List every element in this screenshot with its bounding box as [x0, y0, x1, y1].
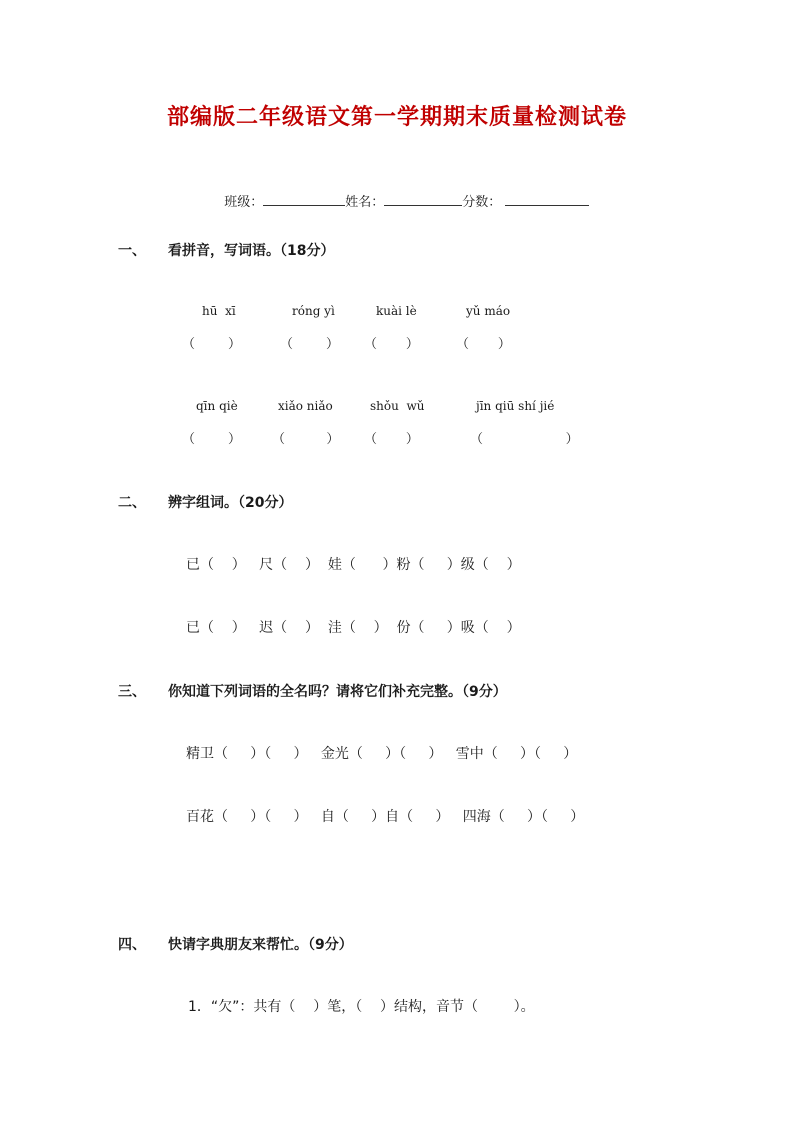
score-blank[interactable] [505, 193, 589, 206]
page-title: 部编版二年级语文第一学期期末质量检测试卷 [166, 105, 627, 130]
pinyin-item: shǒu wǔ [370, 399, 425, 413]
class-label: 班级： [224, 195, 264, 210]
section-1-number: 一、 [118, 243, 146, 259]
section-4-number: 四、 [118, 937, 146, 953]
pinyin-item: kuài lè [376, 304, 417, 318]
pinyin-item: qīn qiè [196, 399, 238, 413]
idiom-row[interactable]: 百花（ ）（ ） 自（ ）自（ ） 四海（ ）（ ） [186, 809, 585, 825]
answer-blank[interactable]: （ ） [470, 432, 579, 447]
idiom-row[interactable]: 精卫（ ）（ ） 金光（ ）（ ） 雪中（ ）（ ） [186, 746, 578, 762]
name-label: 姓名： [345, 195, 385, 210]
answer-blank[interactable]: （ ） [364, 432, 419, 447]
answer-blank[interactable]: （ ） [280, 337, 340, 352]
pinyin-item: yǔ máo [466, 304, 511, 318]
score-label: 分数： [462, 195, 502, 210]
pinyin-item: jīn qiū shí jié [476, 399, 555, 413]
pinyin-item: róng yì [292, 304, 335, 318]
name-blank[interactable] [384, 193, 462, 206]
word-group-row[interactable]: 已（ ） 尺（ ） 娃（ ）粉（ ）级（ ） [186, 557, 521, 573]
answer-blank[interactable]: （ ） [182, 432, 242, 447]
section-2-title: 辨字组词。（20分） [168, 495, 293, 511]
section-4-title: 快请字典朋友来帮忙。（9分） [168, 937, 353, 953]
section-2-number: 二、 [118, 495, 146, 511]
dictionary-question-1[interactable]: 1．“欠”：共有（ ）笔，（ ）结构，音节（ ）。 [188, 999, 535, 1015]
answer-blank[interactable]: （ ） [272, 432, 340, 447]
class-blank[interactable] [263, 193, 345, 206]
answer-blank[interactable]: （ ） [182, 337, 242, 352]
pinyin-item: hū xī [202, 304, 236, 318]
section-3-number: 三、 [118, 684, 146, 700]
section-3-title: 你知道下列词语的全名吗？请将它们补充完整。（9分） [168, 684, 507, 700]
answer-blank[interactable]: （ ） [456, 337, 511, 352]
section-1-title: 看拼音，写词语。（18分） [168, 243, 335, 259]
student-info-line [216, 176, 589, 210]
answer-blank[interactable]: （ ） [364, 337, 419, 352]
pinyin-item: xiǎo niǎo [278, 399, 333, 413]
word-group-row[interactable]: 已（ ） 迟（ ） 洼（ ） 份（ ）吸（ ） [186, 620, 521, 636]
